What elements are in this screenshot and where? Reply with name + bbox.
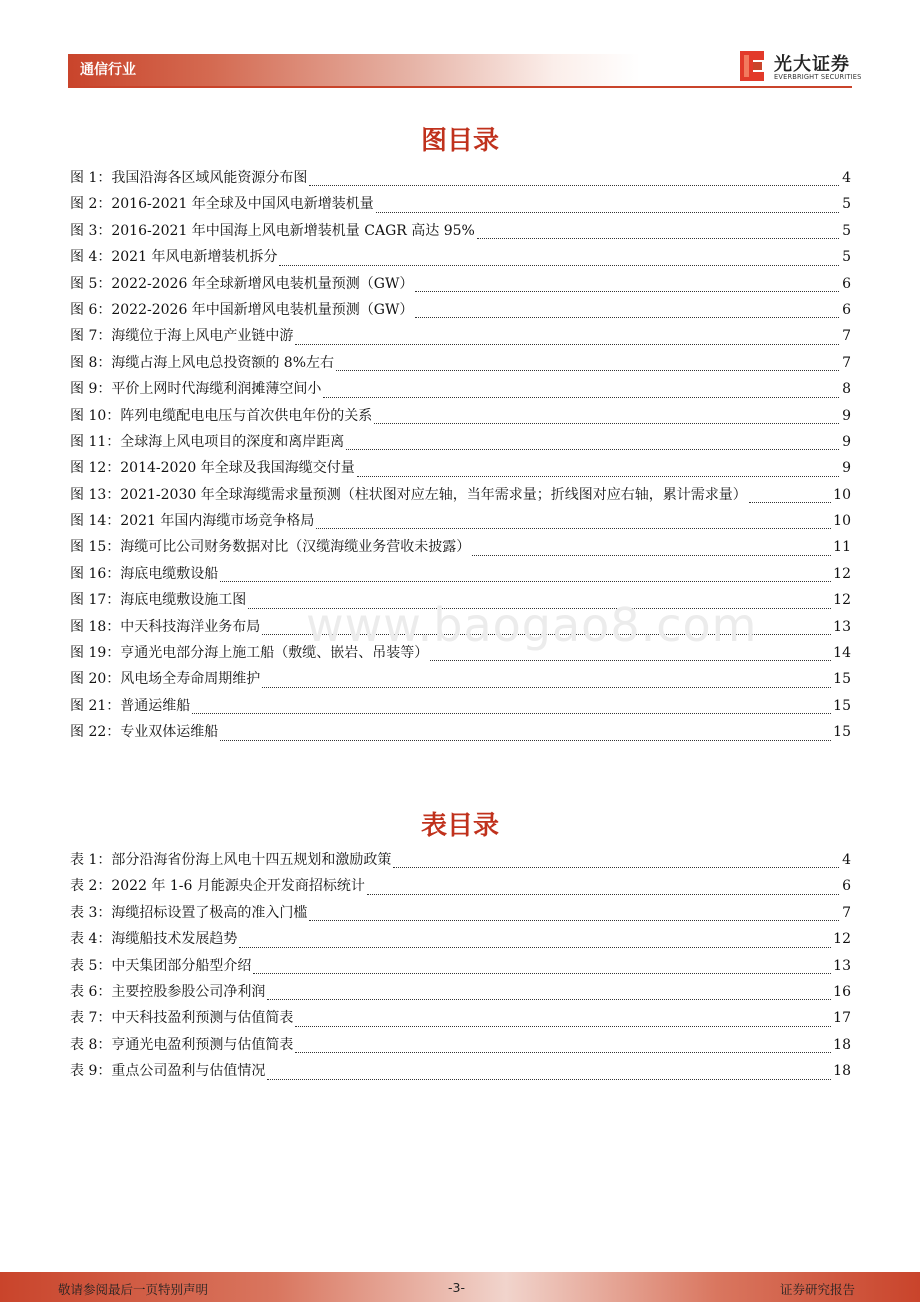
entry-label: 图 8： [70,354,112,371]
watermark: www.baogao8.com [306,598,758,652]
entry-title: 海缆可比公司财务数据对比（汉缆海缆业务营收未披露） [120,539,471,556]
entry-title: 海底电缆敷设船 [120,565,219,582]
entry-page: 15 [833,671,851,688]
entry-label: 图 20： [70,671,121,688]
figures-list [70,167,851,748]
dot-leader [279,265,839,266]
tables-list [70,849,851,1087]
dot-leader [316,528,831,529]
entry-title: 中天科技海洋业务布局 [120,618,261,635]
entry-page: 6 [842,878,851,895]
entry-page: 10 [833,513,851,530]
dot-leader [295,1052,831,1053]
figure-toc-entry[interactable] [70,510,851,536]
entry-title: 2022-2026 年全球新增风电装机量预测（GW） [111,275,414,292]
header-rule [68,86,852,88]
entry-title: 海缆占海上风电总投资额的 8%左右 [111,354,335,371]
entry-label: 表 3： [70,904,112,921]
entry-page: 4 [842,170,851,186]
entry-label: 表 1： [70,852,112,868]
entry-label: 图 11： [70,433,121,450]
footer-report-type: 证券研究报告 [780,1282,856,1297]
everbright-logo-icon [738,49,768,83]
entry-title: 普通运维船 [120,697,191,714]
dot-leader [309,185,839,186]
entry-page: 9 [842,460,851,477]
page-number: -3- [448,1280,465,1295]
dot-leader [262,687,831,688]
entry-label: 图 9： [70,381,112,398]
entry-label: 表 8： [70,1036,112,1053]
entry-label: 图 16： [70,565,121,582]
entry-page: 13 [833,618,851,635]
entry-label: 图 5： [70,275,112,292]
dot-leader [430,660,831,661]
dot-leader [415,291,839,292]
figure-toc-entry[interactable] [70,457,851,483]
entry-title: 部分沿海省份海上风电十四五规划和激励政策 [111,852,392,868]
entry-label: 图 10： [70,407,121,424]
logo-name: 光大证券 [774,54,850,75]
table-toc-entry[interactable] [70,955,851,981]
figure-toc-entry[interactable] [70,273,851,299]
dot-leader [192,713,831,714]
entry-page: 12 [833,931,851,948]
industry-label: 通信行业 [80,62,136,78]
entry-title: 平价上网时代海缆利润摊薄空间小 [111,381,322,398]
figure-toc-entry[interactable] [70,193,851,219]
entry-title: 风电场全寿命周期维护 [120,671,261,688]
dot-leader [357,476,839,477]
figures-title: 图目录 [420,126,499,156]
entry-page: 17 [833,1010,851,1027]
entry-page: 9 [842,407,851,424]
entry-page: 6 [842,275,851,292]
dot-leader [367,894,839,895]
entry-page: 4 [842,852,851,868]
table-toc-entry[interactable] [70,1060,851,1086]
entry-page: 5 [842,196,851,213]
entry-title: 主要控股参股公司净利润 [111,983,266,1000]
entry-label: 表 5： [70,957,112,974]
figure-toc-entry[interactable] [70,405,851,431]
figure-toc-entry[interactable] [70,484,851,510]
table-toc-entry[interactable] [70,1034,851,1060]
entry-page: 8 [842,381,851,398]
entry-page: 6 [842,301,851,318]
figure-toc-entry[interactable] [70,325,851,351]
dot-leader [472,555,831,556]
table-toc-entry[interactable] [70,1007,851,1033]
dot-leader [220,581,831,582]
entry-label: 表 6： [70,983,112,1000]
entry-label: 图 15： [70,539,121,556]
entry-label: 图 4： [70,249,112,266]
figure-toc-entry[interactable] [70,668,851,694]
entry-page: 15 [833,697,851,714]
entry-page: 12 [833,592,851,609]
entry-label: 图 18： [70,618,121,635]
entry-title: 海缆招标设置了极高的准入门槛 [111,904,308,921]
figure-toc-entry[interactable] [70,378,851,404]
entry-title: 2021-2030 年全球海缆需求量预测（柱状图对应左轴，当年需求量；折线图对应右轴，累计需求量） [120,486,747,503]
entry-page: 7 [842,328,851,345]
entry-page: 18 [833,1063,851,1080]
footer-disclaimer: 敬请参阅最后一页特别声明 [58,1282,209,1297]
table-toc-entry[interactable] [70,875,851,901]
entry-title: 重点公司盈利与估值情况 [111,1063,266,1080]
figure-toc-entry[interactable] [70,721,851,747]
dot-leader [253,973,831,974]
dot-leader [749,502,831,503]
table-toc-entry[interactable] [70,902,851,928]
entry-page: 5 [842,249,851,266]
entry-title: 2021 年风电新增装机拆分 [111,249,278,266]
entry-label: 表 9： [70,1063,112,1080]
figure-toc-entry[interactable] [70,220,851,246]
entry-page: 15 [833,724,851,741]
dot-leader [336,370,839,371]
entry-page: 12 [833,565,851,582]
entry-title: 2022-2026 年中国新增风电装机量预测（GW） [111,301,414,318]
entry-label: 图 3： [70,222,112,239]
dot-leader [346,449,839,450]
entry-label: 图 21： [70,697,121,714]
entry-title: 亨通光电盈利预测与估值简表 [111,1036,294,1053]
figure-toc-entry[interactable] [70,246,851,272]
entry-label: 图 7： [70,328,112,345]
figure-toc-entry[interactable] [70,431,851,457]
entry-page: 9 [842,433,851,450]
dot-leader [309,920,839,921]
dot-leader [374,423,839,424]
entry-label: 图 2： [70,196,112,213]
entry-label: 图 12： [70,460,121,477]
entry-title: 2014-2020 年全球及我国海缆交付量 [120,460,355,477]
table-toc-entry[interactable] [70,928,851,954]
entry-page: 7 [842,354,851,371]
entry-label: 图 17： [70,592,121,609]
dot-leader [393,867,839,868]
logo-subtitle: EVERBRIGHT SECURITIES [774,73,862,81]
entry-title: 中天科技盈利预测与估值简表 [111,1010,294,1027]
figure-toc-entry[interactable] [70,695,851,721]
entry-label: 图 13： [70,486,121,503]
entry-title: 海缆船技术发展趋势 [111,931,238,948]
entry-label: 表 4： [70,931,112,948]
entry-page: 5 [842,222,851,239]
entry-label: 图 6： [70,301,112,318]
dot-leader [415,317,839,318]
figure-toc-entry[interactable] [70,536,851,562]
entry-page: 18 [833,1036,851,1053]
dot-leader [295,344,839,345]
entry-title: 中天集团部分船型介绍 [111,957,252,974]
entry-page: 16 [833,983,851,1000]
entry-label: 图 1： [70,170,112,186]
entry-title: 2016-2021 年中国海上风电新增装机量 CAGR 高达 95% [111,222,475,239]
entry-label: 表 2： [70,878,112,895]
entry-title: 阵列电缆配电电压与首次供电年份的关系 [120,407,373,424]
entry-label: 图 22： [70,724,121,741]
dot-leader [295,1026,831,1027]
entry-label: 表 7： [70,1010,112,1027]
entry-title: 2022 年 1-6 月能源央企开发商招标统计 [111,878,365,895]
entry-title: 专业双体运维船 [120,724,219,741]
dot-leader [220,740,831,741]
dot-leader [267,1079,831,1080]
figure-toc-entry[interactable] [70,563,851,589]
entry-page: 10 [833,486,851,503]
entry-page: 7 [842,904,851,921]
entry-title: 我国沿海各区域风能资源分布图 [111,170,308,186]
header-banner [68,54,640,87]
entry-page: 14 [833,645,851,662]
entry-title: 海底电缆敷设施工图 [120,592,247,609]
entry-page: 11 [833,539,851,556]
figure-toc-entry[interactable] [70,352,851,378]
dot-leader [323,397,839,398]
table-toc-entry[interactable] [70,981,851,1007]
entry-label: 图 14： [70,513,121,530]
figure-toc-entry[interactable] [70,167,851,193]
tables-title: 表目录 [420,811,499,841]
dot-leader [267,999,831,1000]
table-toc-entry[interactable] [70,849,851,875]
dot-leader [477,238,839,239]
dot-leader [239,947,831,948]
entry-title: 亨通光电部分海上施工船（敷缆、嵌岩、吊装等） [120,645,429,662]
entry-page: 13 [833,957,851,974]
entry-title: 2021 年国内海缆市场竞争格局 [120,513,315,530]
dot-leader [376,212,839,213]
entry-title: 2016-2021 年全球及中国风电新增装机量 [111,196,374,213]
entry-title: 全球海上风电项目的深度和离岸距离 [120,433,345,450]
figure-toc-entry[interactable] [70,299,851,325]
entry-title: 海缆位于海上风电产业链中游 [111,328,294,345]
entry-label: 图 19： [70,645,121,662]
